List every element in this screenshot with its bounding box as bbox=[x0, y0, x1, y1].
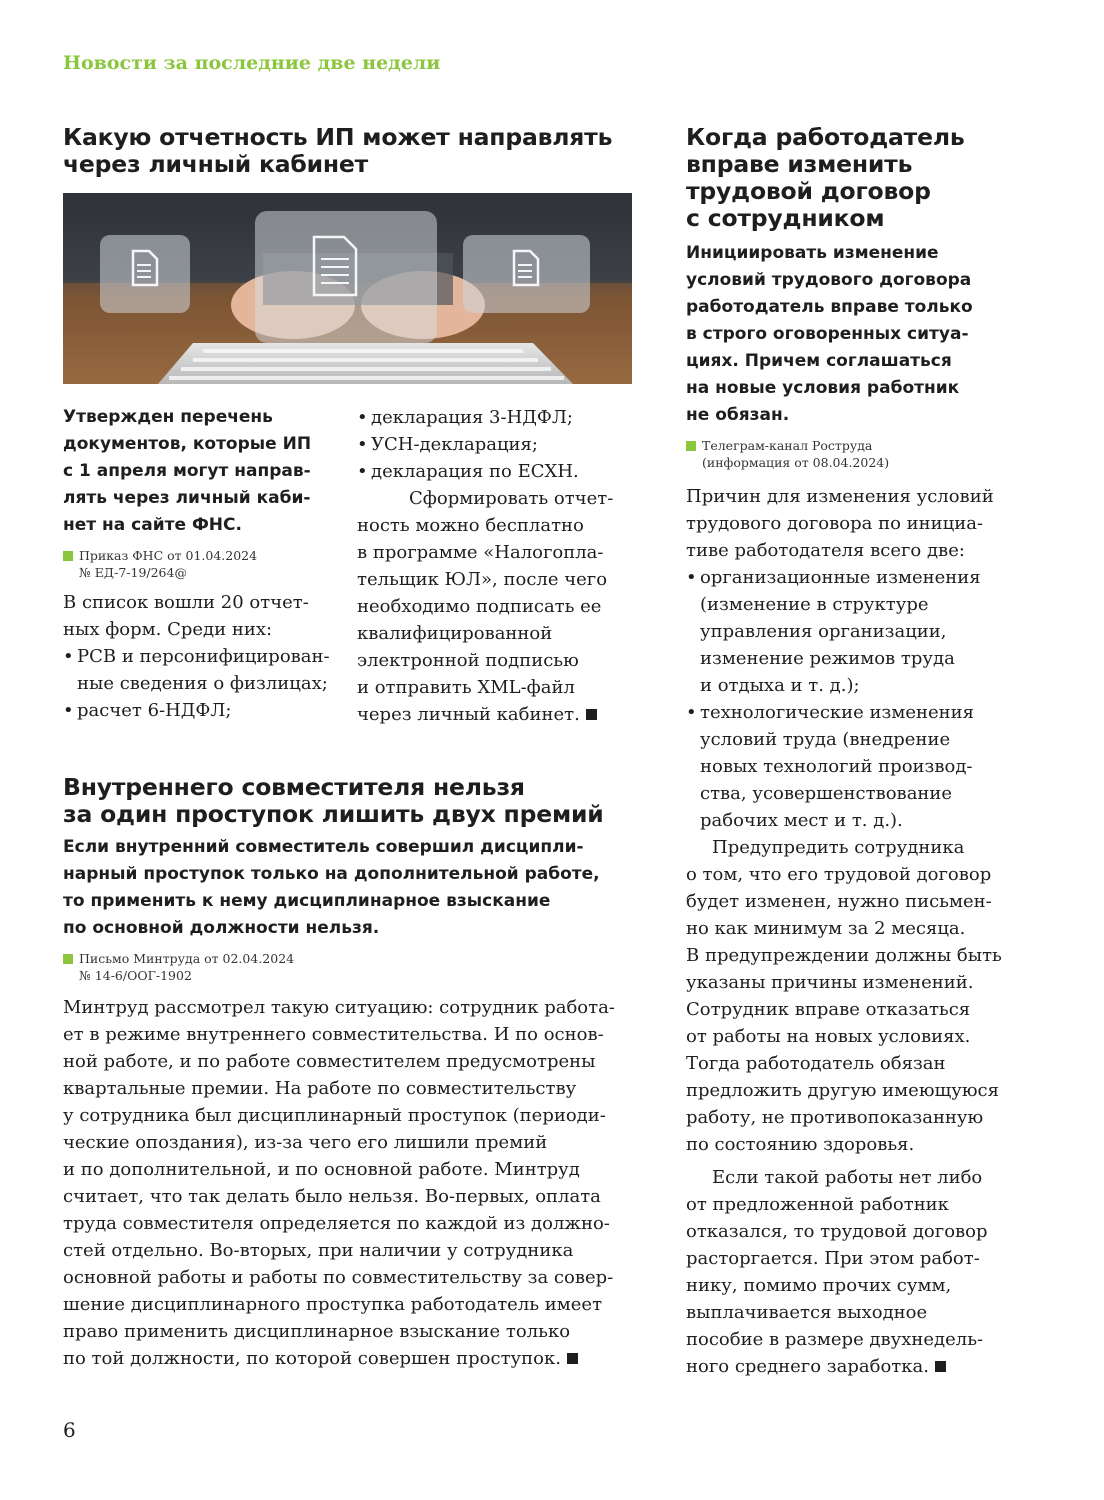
title-line: Когда работодатель bbox=[686, 123, 965, 151]
body-line: трудового договора по инициа- bbox=[686, 513, 984, 534]
lead-line: не обязан. bbox=[686, 405, 790, 425]
article3-bullets bbox=[686, 564, 1026, 834]
body-line: квалифицированной bbox=[357, 623, 553, 644]
end-mark-icon bbox=[567, 1353, 578, 1364]
article1-photo bbox=[63, 193, 632, 384]
body-line: но как минимум за 2 месяца. bbox=[686, 918, 966, 939]
article1-title-line2: через личный кабинет bbox=[63, 150, 369, 178]
body-line: труда совместителя определяется по каждой из должно- bbox=[63, 1213, 610, 1234]
source-line: Письмо Минтруда от 02.04.2024 bbox=[79, 951, 295, 966]
source-line: Приказ ФНС от 01.04.2024 bbox=[79, 548, 258, 563]
body-line: от работы на новых условиях. bbox=[686, 1026, 971, 1047]
title-line: вправе изменить bbox=[686, 150, 913, 178]
list-item: • расчет 6-НДФЛ; bbox=[63, 697, 343, 724]
body-line: по той должности, по которой совершен проступок. bbox=[63, 1348, 561, 1369]
lead-line: условий трудового договора bbox=[686, 270, 972, 290]
body-line: будет изменен, нужно письмен- bbox=[686, 891, 992, 912]
article1-bullets-left bbox=[63, 643, 343, 724]
title-line: трудовой договор bbox=[686, 177, 931, 205]
lead-line: Инициировать изменение bbox=[686, 243, 939, 263]
body-line: ческие опоздания), из-за чего его лишили премий bbox=[63, 1132, 548, 1153]
body-line: ного среднего заработка. bbox=[686, 1356, 929, 1377]
body-line: и по дополнительной, и по основной работе. Минтруд bbox=[63, 1159, 580, 1180]
article3-paragraph2 bbox=[686, 1164, 1026, 1380]
lead-line: работодатель вправе только bbox=[686, 297, 973, 317]
body-line: стей отдельно. Во-вторых, при наличии у сотрудника bbox=[63, 1240, 574, 1261]
list-item: • организационные изменения (изменение в структуре управления организации, изменение режимов труда и отдыха и т. д.); bbox=[686, 564, 1026, 699]
title-line: Внутреннего совместителя нельзя bbox=[63, 773, 525, 801]
source-marker-icon bbox=[686, 441, 696, 451]
body-line: отказался, то трудовой договор bbox=[686, 1221, 988, 1242]
title-line: с сотрудником bbox=[686, 204, 885, 232]
body-line: тельщик ЮЛ», после чего bbox=[357, 569, 608, 590]
body-line: о том, что его трудовой договор bbox=[686, 864, 992, 885]
article3-title bbox=[686, 124, 1026, 232]
title-line: за один проступок лишить двух премий bbox=[63, 800, 604, 828]
body-line: считает, что так делать было нельзя. Во-первых, оплата bbox=[63, 1186, 601, 1207]
body-line: ной работе, и по работе совместителем предусмотрены bbox=[63, 1051, 596, 1072]
body-line: Сотрудник вправе отказаться bbox=[686, 999, 971, 1020]
lead-line: документов, которые ИП bbox=[63, 434, 312, 454]
lead-line: то применить к нему дисциплинарное взыскание bbox=[63, 891, 551, 911]
body-line: Тогда работодатель обязан bbox=[686, 1053, 946, 1074]
article2 bbox=[63, 774, 653, 1372]
body-line: тиве работодателя всего две: bbox=[686, 540, 965, 561]
body-line: Сформировать отчет- bbox=[409, 488, 614, 509]
body-line: Предупредить сотрудника bbox=[712, 837, 965, 858]
body-line: у сотрудника был дисциплинарный проступок (периоди- bbox=[63, 1105, 606, 1126]
body-line: расторгается. При этом работ- bbox=[686, 1248, 980, 1269]
body-line: ных форм. Среди них: bbox=[63, 619, 273, 640]
body-line: основной работы и работы по совместительству за совер- bbox=[63, 1267, 614, 1288]
body-line: В предупреждении должны быть bbox=[686, 945, 1002, 966]
body-line: через личный кабинет. bbox=[357, 704, 580, 725]
source-line: № 14-6/ООГ-1902 bbox=[79, 968, 192, 983]
article2-lead bbox=[63, 834, 653, 942]
lead-line: с 1 апреля могут направ- bbox=[63, 461, 311, 481]
source-line: № ЕД-7-19/264@ bbox=[79, 565, 187, 580]
article1-title bbox=[63, 124, 643, 178]
article1-right-column bbox=[357, 404, 642, 728]
body-line: от предложенной работник bbox=[686, 1194, 949, 1215]
body-line: электронной подписью bbox=[357, 650, 579, 671]
body-line: необходимо подписать ее bbox=[357, 596, 602, 617]
article1-intro bbox=[63, 589, 343, 643]
body-line: В список вошли 20 отчет- bbox=[63, 592, 309, 613]
article2-body bbox=[63, 994, 653, 1372]
lead-line: Утвержден перечень bbox=[63, 407, 273, 427]
list-item: • декларация 3-НДФЛ; bbox=[357, 404, 642, 431]
article1-bullets-right bbox=[357, 404, 642, 485]
end-mark-icon bbox=[586, 709, 597, 720]
article3-paragraph1 bbox=[686, 834, 1026, 1158]
article3-source bbox=[686, 437, 1026, 471]
list-item: • технологические изменения условий труда (внедрение новых технологий производ- ства, усовершенствование рабочих мест и т. д.). bbox=[686, 699, 1026, 834]
body-line: по состоянию здоровья. bbox=[686, 1134, 915, 1155]
article1-title-line1: Какую отчетность ИП может направлять bbox=[63, 123, 613, 151]
body-line: выплачивается выходное bbox=[686, 1302, 928, 1323]
end-mark-icon bbox=[935, 1361, 946, 1372]
article2-source bbox=[63, 950, 653, 984]
lead-line: циях. Причем соглашаться bbox=[686, 351, 952, 371]
body-line: ность можно бесплатно bbox=[357, 515, 584, 536]
lead-line: нарный проступок только на дополнительной работе, bbox=[63, 864, 600, 884]
lead-line: по основной должности нельзя. bbox=[63, 918, 380, 938]
source-marker-icon bbox=[63, 551, 73, 561]
body-line: работу, не противопоказанную bbox=[686, 1107, 984, 1128]
source-marker-icon bbox=[63, 954, 73, 964]
article3-intro bbox=[686, 483, 1026, 564]
body-line: Минтруд рассмотрел такую ситуацию: сотрудник работа- bbox=[63, 997, 615, 1018]
lead-line: на новые условия работник bbox=[686, 378, 960, 398]
body-line: квартальные премии. На работе по совместительству bbox=[63, 1078, 577, 1099]
body-line: указаны причины изменений. bbox=[686, 972, 974, 993]
article1-source bbox=[63, 547, 343, 581]
article1-paragraph bbox=[357, 485, 642, 728]
source-line: Телеграм-канал Роструда bbox=[702, 438, 873, 453]
article3 bbox=[686, 124, 1026, 1380]
lead-line: в строго оговоренных ситуа- bbox=[686, 324, 969, 344]
body-line: Причин для изменения условий bbox=[686, 486, 994, 507]
body-line: предложить другую имеющуюся bbox=[686, 1080, 999, 1101]
body-line: в программе «Налогопла- bbox=[357, 542, 604, 563]
article2-title bbox=[63, 774, 653, 828]
section-label: Новости за последние две недели bbox=[63, 52, 441, 74]
body-line: право применить дисциплинарное взыскание только bbox=[63, 1321, 571, 1342]
article1-left-column bbox=[63, 404, 343, 724]
list-item: • РСВ и персонифицирован- ные сведения о физлицах; bbox=[63, 643, 343, 697]
list-item: • УСН-декларация; bbox=[357, 431, 642, 458]
lead-line: нет на сайте ФНС. bbox=[63, 515, 242, 535]
article1-lead bbox=[63, 404, 343, 539]
page-number: 6 bbox=[63, 1418, 76, 1442]
body-line: нику, помимо прочих сумм, bbox=[686, 1275, 952, 1296]
body-line: Если такой работы нет либо bbox=[712, 1167, 983, 1188]
body-line: шение дисциплинарного проступка работодатель имеет bbox=[63, 1294, 603, 1315]
body-line: ет в режиме внутреннего совместительства. И по основ- bbox=[63, 1024, 604, 1045]
lead-line: Если внутренний совместитель совершил дисципли- bbox=[63, 837, 584, 857]
article3-lead bbox=[686, 240, 1026, 429]
source-line: (информация от 08.04.2024) bbox=[702, 455, 890, 470]
body-line: и отправить XML-файл bbox=[357, 677, 575, 698]
list-item: • декларация по ЕСХН. bbox=[357, 458, 642, 485]
body-line: пособие в размере двухнедель- bbox=[686, 1329, 984, 1350]
lead-line: лять через личный каби- bbox=[63, 488, 311, 508]
